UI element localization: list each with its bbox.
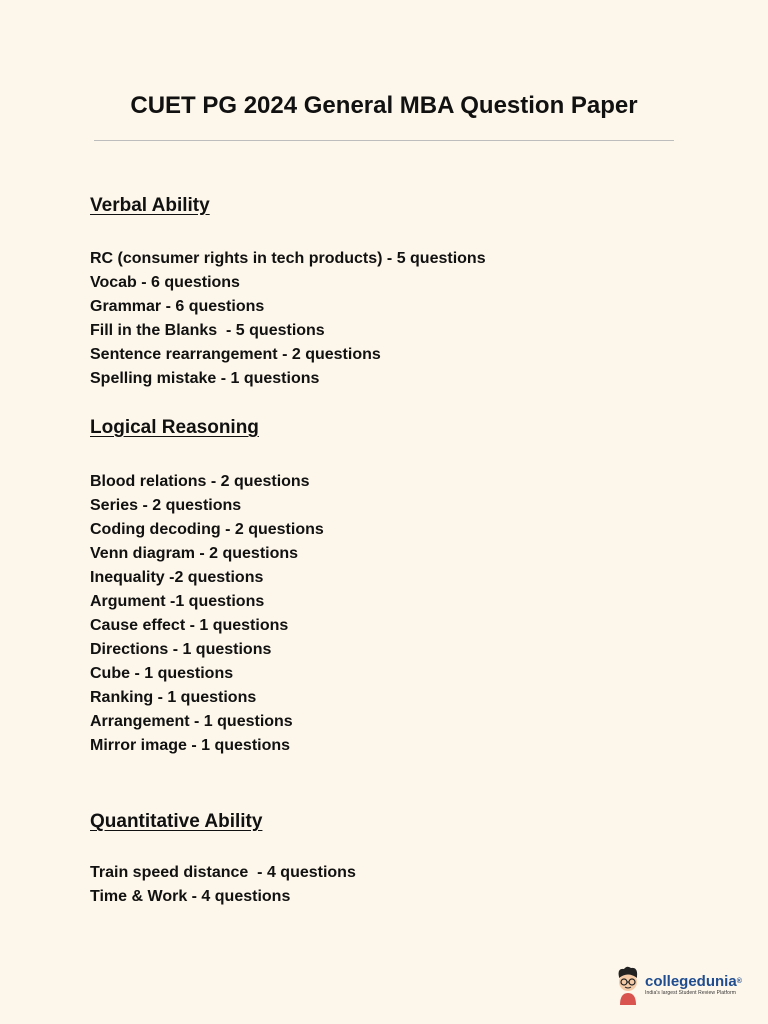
list-item: Grammar - 6 questions [90,298,265,315]
question-list [90,861,356,909]
list-item: Cube - 1 questions [90,665,234,682]
list-item: Argument -1 questions [90,593,265,610]
list-item: Mirror image - 1 questions [90,737,291,754]
list-item: Sentence rearrangement - 2 questions [90,346,381,363]
list-item: Series - 2 questions [90,497,242,514]
list-item: Directions - 1 questions [90,641,272,658]
list-item: Arrangement - 1 questions [90,713,293,730]
list-item: Blood relations - 2 questions [90,473,310,490]
section-heading: Quantitative Ability [90,811,263,832]
list-item: Spelling mistake - 1 questions [90,370,320,387]
title-divider [94,140,674,141]
question-list [90,247,486,391]
list-item: Venn diagram - 2 questions [90,545,299,562]
question-list [90,470,324,758]
section-heading: Logical Reasoning [90,417,259,438]
section-heading: Verbal Ability [90,195,210,216]
section-verbal-ability [90,195,486,391]
list-item: Time & Work - 4 questions [90,888,291,905]
list-item: Train speed distance - 4 questions [90,864,356,881]
section-quantitative-ability [90,811,356,909]
student-mascot-icon [615,965,641,1005]
registered-mark: ® [736,977,742,985]
list-item: Ranking - 1 questions [90,689,257,706]
list-item: Coding decoding - 2 questions [90,521,324,538]
logo-name: collegedunia [645,972,737,990]
section-logical-reasoning [90,417,324,758]
list-item: Inequality -2 questions [90,569,264,586]
list-item: Cause effect - 1 questions [90,617,289,634]
page-title: CUET PG 2024 General MBA Question Paper [130,92,638,119]
logo-tagline: India's largest Student Review Platform [645,989,737,996]
list-item: Fill in the Blanks - 5 questions [90,322,325,339]
collegedunia-logo [615,963,745,1007]
list-item: Vocab - 6 questions [90,274,240,291]
list-item: RC (consumer rights in tech products) - 5 questions [90,250,486,267]
